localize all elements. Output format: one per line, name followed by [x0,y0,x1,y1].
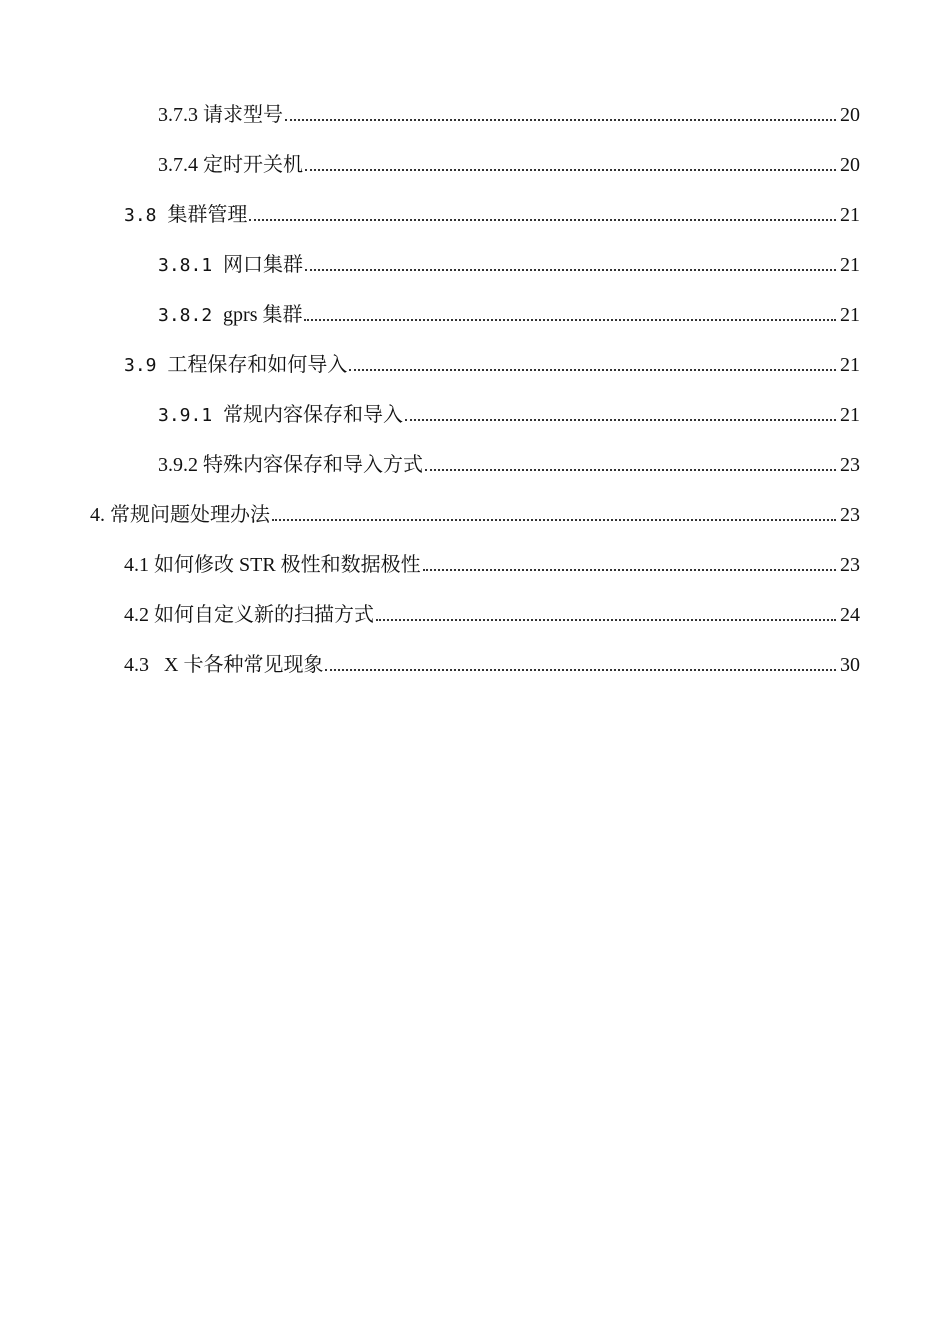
toc-entry-3-9-2[interactable] [0,440,950,490]
toc-entry-number: 4.2 [124,604,154,626]
toc-leader-dots [405,419,836,421]
toc-entry-4[interactable] [0,490,950,540]
toc-entry-4-2[interactable] [0,590,950,640]
toc-entry-page: 21 [840,404,860,426]
toc-entry-title: 常规内容保存和导入 [223,404,404,426]
toc-entry-3-8-1[interactable] [0,240,950,290]
toc-entry-page: 21 [840,354,860,376]
toc-entry-page: 21 [840,204,860,226]
toc-leader-dots [285,119,836,121]
toc-entry-number: 3.8 [124,205,168,226]
toc-entry-title: 网口集群 [223,254,304,276]
toc-entry-number: 4. [90,504,110,526]
toc-entry-title: gprs 集群 [223,304,303,326]
toc-entry-number: 3.9 [124,355,168,376]
toc-entry-page: 20 [840,154,860,176]
toc-entry-title: 定时开关机 [203,154,303,176]
toc-entry-number: 3.9.2 [158,454,203,476]
toc-entry-title: X 卡各种常见现象 [164,654,324,676]
toc-leader-dots [425,469,836,471]
toc-entry-page: 23 [840,554,860,576]
toc-leader-dots [325,669,836,671]
table-of-contents [0,90,950,690]
toc-leader-dots [423,569,836,571]
toc-entry-number: 3.7.4 [158,154,203,176]
toc-leader-dots [249,219,836,221]
toc-entry-page: 30 [840,654,860,676]
toc-leader-dots [272,519,836,521]
toc-leader-dots [376,619,836,621]
toc-entry-3-9[interactable] [0,340,950,390]
toc-entry-3-8[interactable] [0,190,950,240]
toc-entry-number: 4.1 [124,554,154,576]
toc-entry-4-1[interactable] [0,540,950,590]
toc-entry-number: 3.7.3 [158,104,203,126]
toc-entry-title: 工程保存和如何导入 [167,354,348,376]
toc-leader-dots [305,169,836,171]
toc-entry-3-9-1[interactable] [0,390,950,440]
toc-entry-title: 如何修改 STR 极性和数据极性 [154,554,421,576]
toc-entry-page: 20 [840,104,860,126]
toc-leader-dots [305,269,836,271]
toc-entry-title: 集群管理 [167,204,248,226]
toc-leader-dots [304,319,836,321]
toc-entry-number: 4.3 [124,654,164,676]
toc-entry-page: 21 [840,304,860,326]
toc-entry-number: 3.8.2 [158,305,224,326]
toc-entry-title: 如何自定义新的扫描方式 [154,604,374,626]
toc-entry-page: 23 [840,504,860,526]
toc-entry-3-7-3[interactable] [0,90,950,140]
toc-entry-3-8-2[interactable] [0,290,950,340]
toc-entry-number: 3.8.1 [158,255,224,276]
toc-entry-4-3[interactable] [0,640,950,690]
toc-entry-title: 特殊内容保存和导入方式 [203,454,423,476]
toc-entry-3-7-4[interactable] [0,140,950,190]
toc-entry-page: 21 [840,254,860,276]
toc-entry-number: 3.9.1 [158,405,224,426]
toc-entry-page: 23 [840,454,860,476]
toc-entry-page: 24 [840,604,860,626]
toc-entry-title: 请求型号 [203,104,283,126]
toc-leader-dots [349,369,836,371]
toc-entry-title: 常规问题处理办法 [110,504,270,526]
